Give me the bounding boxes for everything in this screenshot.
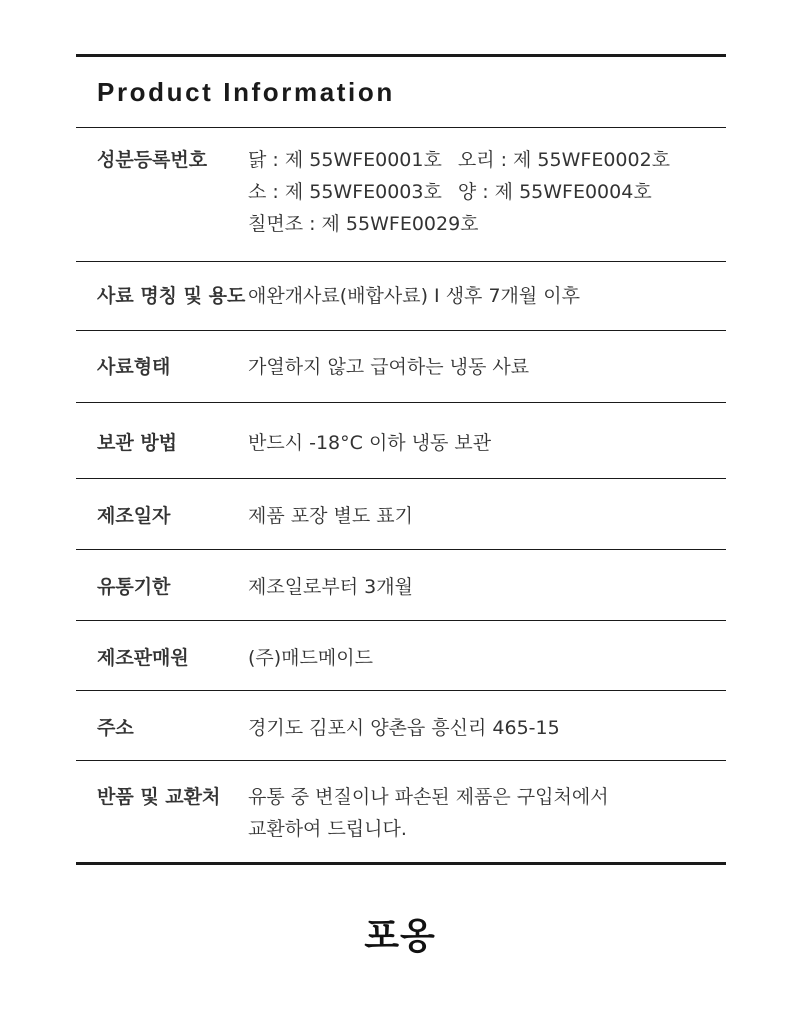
row-label: 반품 및 교환처	[97, 786, 221, 808]
value-segment: 가열하지 않고 급여하는 냉동 사료	[248, 356, 530, 378]
value-line	[248, 712, 716, 744]
value-line	[248, 571, 716, 603]
product-info-table	[76, 54, 726, 865]
value-line	[248, 427, 716, 459]
row-label: 사료형태	[97, 356, 171, 378]
title-row	[76, 57, 726, 128]
value-line	[248, 642, 716, 674]
row-value	[248, 712, 726, 760]
value-segment: 유통 중 변질이나 파손된 제품은 구입처에서	[248, 786, 609, 808]
value-segment: 오리 : 제 55WFE0002호	[457, 149, 671, 171]
value-segment: 양 : 제 55WFE0004호	[457, 181, 652, 203]
row-label: 주소	[97, 717, 134, 739]
row-value	[248, 351, 726, 402]
brand-word: 포옹	[364, 916, 436, 957]
table-row	[76, 331, 726, 403]
bottom-rule	[76, 862, 726, 865]
row-label: 성분등록번호	[97, 149, 208, 171]
value-segment: 제품 포장 별도 표기	[248, 505, 413, 527]
table-row	[76, 403, 726, 479]
value-line	[248, 813, 716, 845]
value-segment: 제조일로부터 3개월	[248, 576, 413, 598]
row-value	[248, 280, 726, 330]
row-value	[248, 427, 726, 478]
table-row	[76, 128, 726, 262]
table-row	[76, 621, 726, 691]
value-line	[248, 500, 716, 532]
value-line	[248, 144, 716, 176]
row-value	[248, 500, 726, 549]
value-segment: 경기도 김포시 양촌읍 흥신리 465-15	[248, 717, 560, 739]
value-segment: 교환하여 드립니다.	[248, 818, 407, 840]
row-label: 제조일자	[97, 505, 171, 527]
value-segment: 애완개사료(배합사료) I 생후 7개월 이후	[248, 285, 580, 307]
row-value	[248, 642, 726, 690]
table-row	[76, 761, 726, 862]
value-segment: (주)매드메이드	[248, 647, 373, 669]
table-row	[76, 262, 726, 331]
info-rows	[76, 128, 726, 862]
value-line	[248, 781, 716, 813]
row-value	[248, 571, 726, 620]
table-row	[76, 479, 726, 550]
row-label: 보관 방법	[97, 432, 178, 454]
table-row	[76, 691, 726, 761]
row-value	[248, 781, 726, 862]
row-value	[248, 144, 726, 261]
table-title: Product Information	[97, 76, 395, 107]
value-segment: 닭 : 제 55WFE0001호	[248, 149, 442, 171]
value-line	[248, 280, 716, 312]
value-segment: 반드시 -18°C 이하 냉동 보관	[248, 432, 492, 454]
value-line	[248, 208, 716, 240]
value-line	[248, 176, 716, 208]
value-segment: 소 : 제 55WFE0003호	[248, 181, 442, 203]
row-label: 제조판매원	[97, 647, 189, 669]
row-label: 유통기한	[97, 576, 171, 598]
table-row	[76, 550, 726, 621]
value-line	[248, 351, 716, 383]
row-label: 사료 명칭 및 용도	[97, 285, 246, 307]
value-segment: 칠면조 : 제 55WFE0029호	[248, 213, 479, 235]
